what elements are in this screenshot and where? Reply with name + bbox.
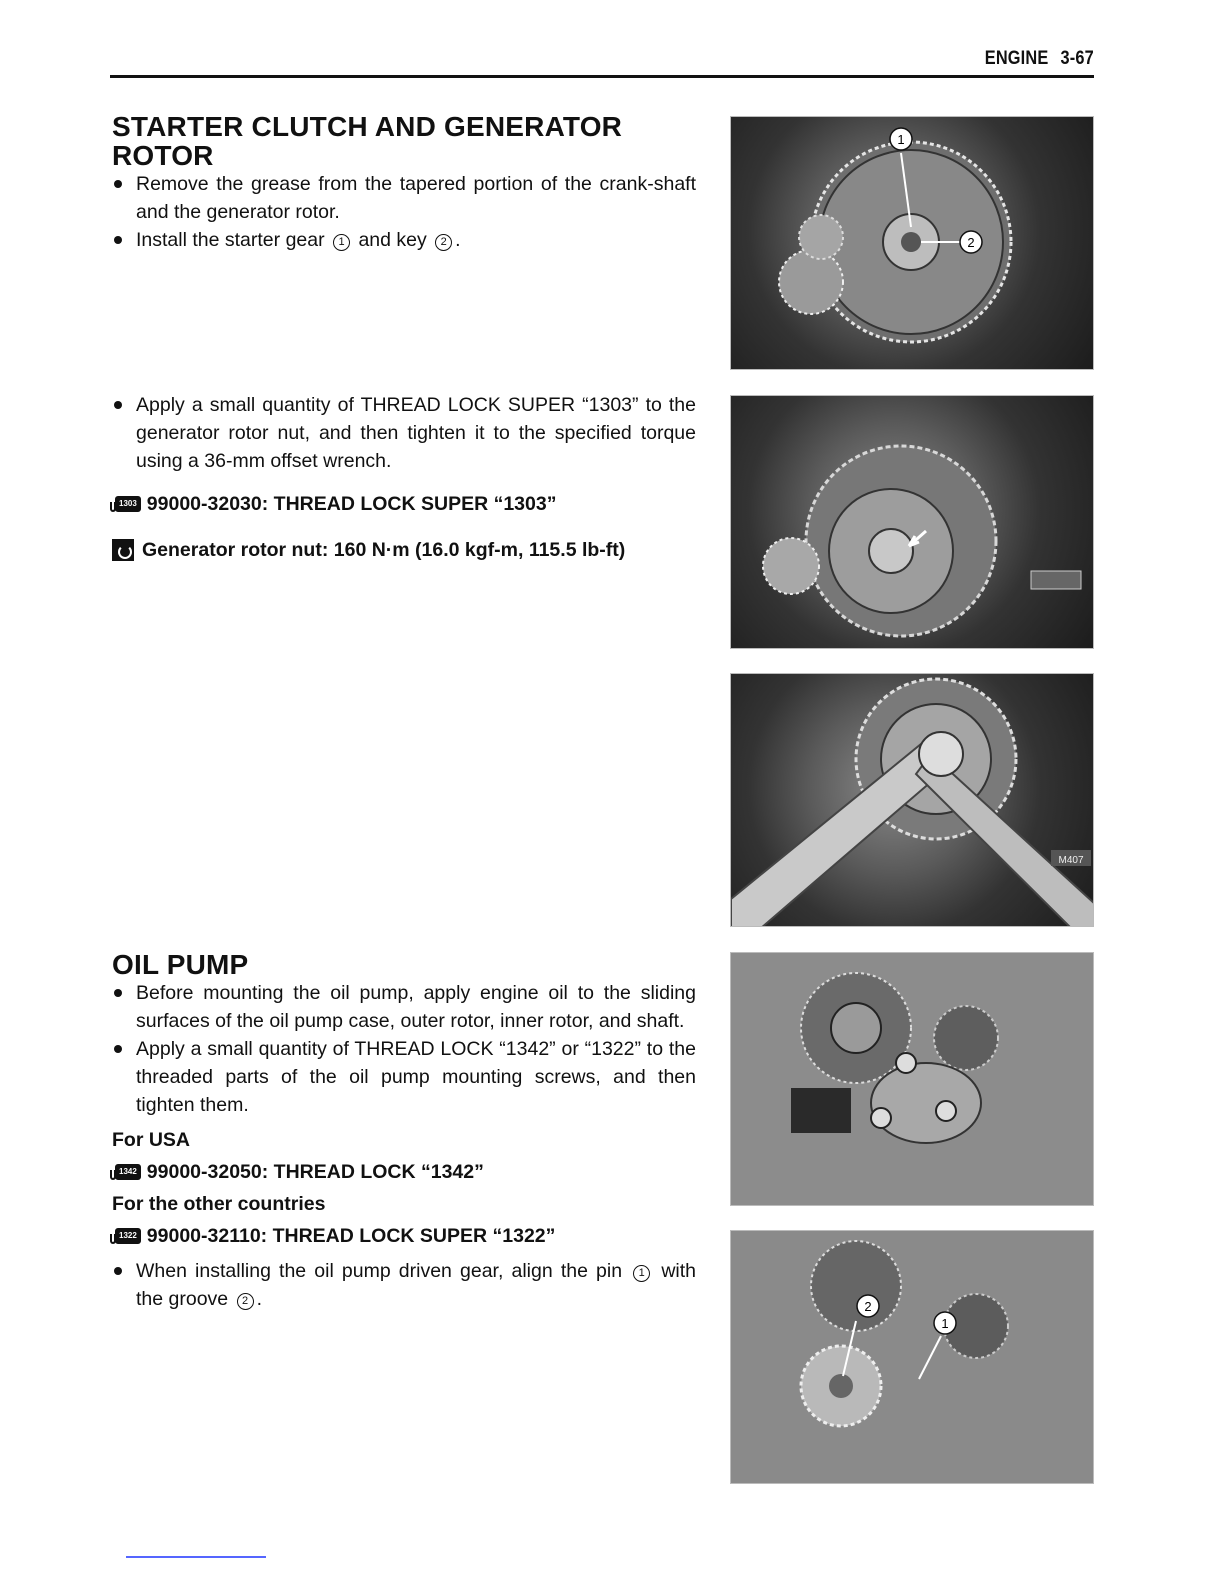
threadlock-1322-text: 99000-32110: THREAD LOCK SUPER “1322” <box>146 1225 556 1247</box>
thread-lock-icon: 1322 <box>112 1228 141 1244</box>
starter-bullet-2-text-a: Install the starter gear <box>136 229 325 251</box>
oil-pump-bullet-3-text-a: When installing the oil pump driven gear, align the pin <box>136 1260 623 1282</box>
photo6-callout-2: 2 <box>864 1299 872 1314</box>
photo-oil-pump-gear <box>730 1230 1094 1484</box>
oil-pump-bullet-3 <box>112 1257 696 1313</box>
oil-pump-bullets-2 <box>112 1257 696 1313</box>
oil-pump-bullet-2: Apply a small quantity of THREAD LOCK “1342” or “1322” to the threaded parts of the oil pump mounting screws, and then tighten them. <box>112 1035 696 1119</box>
starter-gear-illustration <box>731 117 1094 370</box>
starter-bullet-2-text-b: and key <box>358 229 427 251</box>
photo-rotor-wrench <box>730 673 1094 927</box>
header-section: ENGINE <box>984 48 1049 69</box>
page-header <box>110 48 1094 78</box>
photo-generator-rotor <box>730 395 1094 649</box>
oil-pump-bullets <box>112 979 696 1119</box>
rotor-nut-bullet: Apply a small quantity of THREAD LOCK SUPER “1303” to the generator rotor nut, and then tighten it to the specified torque using a 36-mm offset wrench. <box>112 391 696 475</box>
rotor-nut-section <box>112 391 696 563</box>
oil-pump-bullet-3-text-b: with the groove <box>136 1260 696 1310</box>
threadlock-1342-text: 99000-32050: THREAD LOCK “1342” <box>146 1161 484 1183</box>
oil-pump-bullet-1: Before mounting the oil pump, apply engine oil to the sliding surfaces of the oil pump case, outer rotor, inner rotor, and shaft. <box>112 979 696 1035</box>
oil-pump-section <box>112 950 696 1313</box>
other-countries-label: For the other countries <box>112 1193 326 1215</box>
torque-wrench-icon <box>112 539 134 561</box>
oil-pump-gear-illustration <box>731 1231 1094 1484</box>
starter-bullets <box>112 170 696 254</box>
rotor-wrench-illustration <box>731 674 1094 927</box>
thread-lock-icon: 1303 <box>112 496 141 512</box>
oil-pump-title: OIL PUMP <box>112 949 249 980</box>
threadlock-1303-text: 99000-32030: THREAD LOCK SUPER “1303” <box>146 493 557 515</box>
thread-lock-icon: 1342 <box>112 1164 141 1180</box>
starter-bullet-1: Remove the grease from the tapered portion of the crank-shaft and the generator rotor. <box>112 170 696 226</box>
callout-1-marker: 1 <box>633 1265 650 1282</box>
for-usa-label: For USA <box>112 1129 190 1151</box>
photo6-callout-1: 1 <box>941 1316 949 1331</box>
threadlock-1322-spec <box>112 1223 696 1249</box>
rotor-nut-bullets <box>112 391 696 475</box>
starter-bullet-2 <box>112 226 696 254</box>
oil-pump-bullet-3-text-c: . <box>256 1288 262 1310</box>
callout-2-marker: 2 <box>237 1293 254 1310</box>
generator-rotor-illustration <box>731 396 1094 649</box>
starter-bullet-2-text-c: . <box>455 229 461 251</box>
photo1-callout-1: 1 <box>897 132 905 147</box>
photo1-callout-2: 2 <box>967 235 975 250</box>
threadlock-1342-spec <box>112 1159 696 1185</box>
header-rule <box>110 75 1094 78</box>
starter-title <box>112 112 696 170</box>
oil-pump-illustration <box>731 953 1094 1206</box>
callout-2-marker: 2 <box>435 234 452 251</box>
photo-starter-gear <box>730 116 1094 370</box>
starter-title-line1: STARTER CLUTCH AND GENERATOR <box>112 111 623 142</box>
header-text <box>985 48 1094 70</box>
starter-section <box>112 112 696 254</box>
photo-oil-pump <box>730 952 1094 1206</box>
header-page-number: 3-67 <box>1060 48 1094 69</box>
photo3-label: M407 <box>1058 855 1084 866</box>
torque-spec <box>112 537 696 563</box>
callout-1-marker: 1 <box>333 234 350 251</box>
torque-spec-text: Generator rotor nut: 160 N·m (16.0 kgf-m, 115.5 lb-ft) <box>142 539 626 561</box>
starter-title-line2: ROTOR <box>112 140 214 171</box>
footer-link-underline[interactable] <box>126 1556 266 1558</box>
threadlock-1303-spec <box>112 491 696 517</box>
